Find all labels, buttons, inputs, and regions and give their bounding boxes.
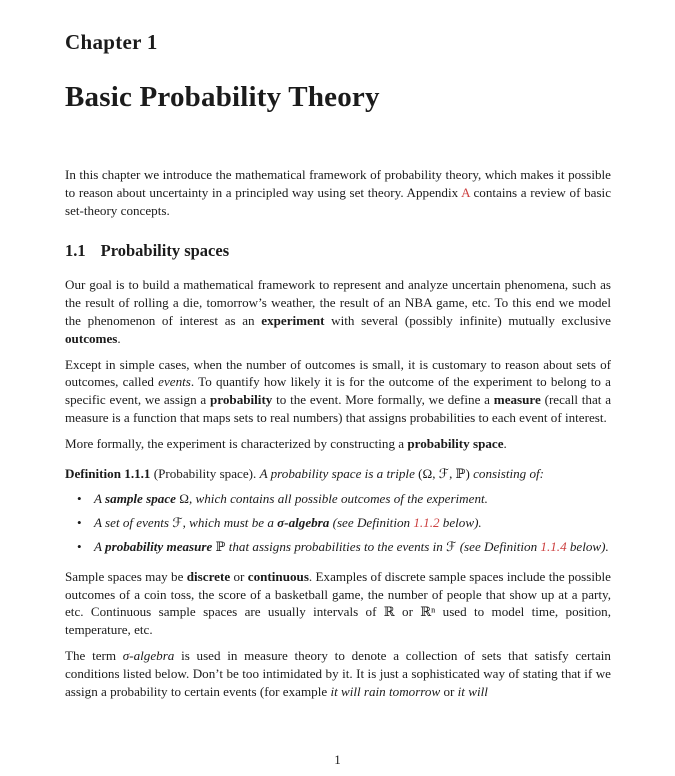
text-run: The term xyxy=(65,647,123,663)
text-run: Except in simple cases, when the number of outcomes is small, it is customary to reason about sets of outcomes, called xyxy=(65,356,611,390)
cross-reference-link[interactable]: 1.1.4 xyxy=(540,538,567,554)
paragraph xyxy=(65,568,611,639)
list-item xyxy=(65,514,611,532)
text-run: ℱ xyxy=(172,515,183,531)
list-item xyxy=(65,490,611,508)
text-run: Our goal is to build a mathematical framework to represent and analyze uncertain phenomena, such as the result of rolling a die, tomorrow’s weather, the result of an NBA game, etc. To this end we model the phenomenon of interest as an xyxy=(65,277,611,328)
text-run: (Probability space). xyxy=(150,465,260,481)
text-run: it will rain tomorrow xyxy=(330,683,441,699)
page-number: 1 xyxy=(334,752,341,767)
text-run: ℱ xyxy=(446,538,457,554)
text-run: . To quantify how likely it is for the outcome of the experiment to belong to a specific event, we assign a xyxy=(65,374,611,408)
text-run: A probability space is a triple xyxy=(259,465,419,481)
text-run: contains a review of basic set-theory concepts. xyxy=(65,184,612,218)
text-run: or xyxy=(440,683,458,699)
text-run: A xyxy=(94,491,106,507)
text-run: events xyxy=(158,374,191,390)
text-run: A xyxy=(94,538,106,554)
text-run: σ-algebra xyxy=(277,515,330,531)
text-run: More formally, the experiment is characterized by constructing a xyxy=(65,435,408,451)
section-number: 1.1 xyxy=(65,241,86,261)
text-run: below). xyxy=(439,515,482,531)
text-run: , which must be a xyxy=(182,515,278,531)
text-run: or xyxy=(230,568,248,584)
text-run: (see Definition xyxy=(456,538,541,554)
text-run: (see Definition xyxy=(329,515,414,531)
text-run: A set of events xyxy=(94,515,173,531)
paragraph xyxy=(65,647,611,700)
text-run: discrete xyxy=(186,568,231,584)
chapter-label: Chapter 1 xyxy=(65,30,158,54)
text-run: outcomes xyxy=(65,330,118,346)
section-heading xyxy=(65,241,611,261)
text-run: In this chapter we introduce the mathematical framework of probability theory, which makes it possible to reason about uncertainty in a principled way using set theory. Appendix xyxy=(65,167,611,200)
text-run: . xyxy=(117,330,121,346)
text-run: Ω xyxy=(175,491,189,507)
text-run: probability xyxy=(210,392,273,408)
text-run: consisting of: xyxy=(469,465,545,481)
paragraph xyxy=(65,356,611,427)
text-run: . xyxy=(503,435,507,451)
paragraph xyxy=(65,435,611,453)
text-run: to the event. More formally, we define a xyxy=(272,392,494,408)
text-run: ℙ xyxy=(212,538,229,554)
text-run: below). xyxy=(566,538,609,554)
text-run: that assigns probabilities to the events in xyxy=(228,538,447,554)
definition-paragraph xyxy=(65,465,611,483)
text-run: sample space xyxy=(105,491,176,507)
text-run: it will xyxy=(457,683,488,699)
paragraph xyxy=(65,276,611,347)
text-run: continuous xyxy=(247,568,309,584)
section-title: Probability spaces xyxy=(100,241,230,261)
text-run: measure xyxy=(493,392,541,408)
chapter-title: Basic Probability Theory xyxy=(65,81,380,113)
list-item xyxy=(65,538,611,556)
definition-list xyxy=(65,490,611,555)
text-run: Sample spaces may be xyxy=(65,568,187,584)
intro-paragraph xyxy=(65,166,611,219)
text-run: (recall that a measure is a function that maps sets to real numbers) that assigns probabilities to each event of interest. xyxy=(65,392,612,425)
text-run: experiment xyxy=(261,312,325,328)
text-run: Definition 1.1.1 xyxy=(65,465,151,481)
text-run: probability space xyxy=(407,435,504,451)
text-run: with several (possibly infinite) mutually exclusive xyxy=(324,312,611,328)
text-run: (Ω, ℱ, ℙ) xyxy=(418,465,470,481)
text-run: σ-algebra xyxy=(122,647,175,663)
cross-reference-link[interactable]: A xyxy=(461,184,470,200)
text-run: is used in measure theory to denote a collection of sets that satisfy certain conditions listed below. Don’t be too intimidated by it. It is just a sophisticated way of stating that if we assign a probability to certain events (for example xyxy=(65,647,611,699)
cross-reference-link[interactable]: 1.1.2 xyxy=(413,515,440,531)
text-run: , which contains all possible outcomes of the experiment. xyxy=(188,491,488,507)
text-run: probability measure xyxy=(105,538,213,554)
text-run: . Examples of discrete sample spaces include the possible outcomes of a coin toss, the score of a basketball game, the number of people that show up at a party, etc. Continuous sample spaces are usually intervals of ℝ or ℝⁿ used to model time, position, temperature, etc. xyxy=(65,568,611,638)
